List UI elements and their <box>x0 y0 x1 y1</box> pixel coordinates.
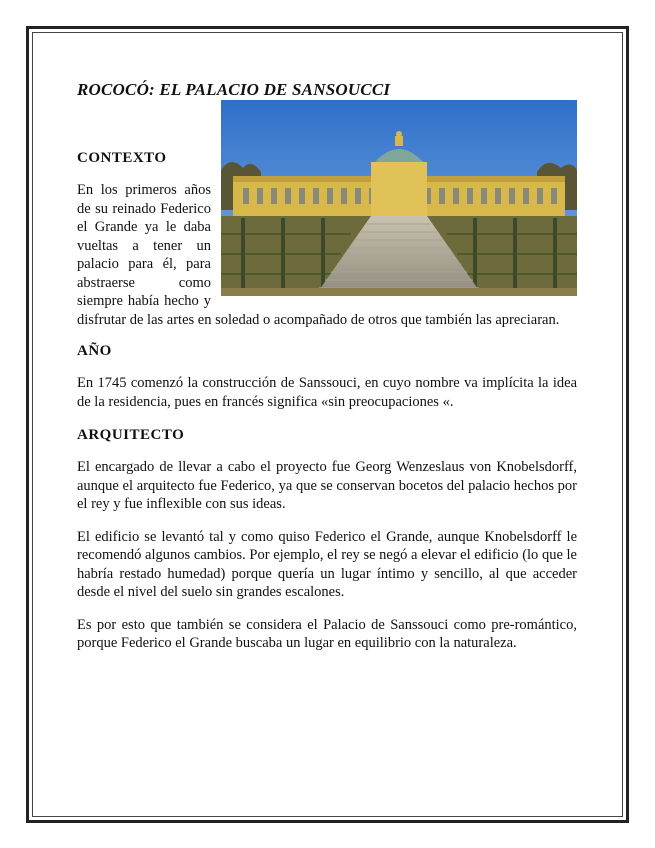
heading-contexto: CONTEXTO <box>77 150 167 166</box>
paragraph-anio: En 1745 comenzó la construcción de Sanssouci, en cuyo nombre va implícita la idea de la residencia, pues en francés significa «sin preocupaciones «. <box>77 375 577 410</box>
document-content <box>77 80 577 653</box>
sanssouci-palace-photo <box>221 100 577 296</box>
paragraph-arquitecto-2: El edificio se levantó tal y como quiso Federico el Grande, aunque Knobelsdorff le recomendó algunos cambios. Por ejemplo, el rey se negó a elevar el edificio (lo que le habría restado humedad) porque quería un lugar íntimo y sencillo, al que acceder desde el nivel del suelo sin grandes escalones. <box>77 528 577 600</box>
paragraph-arquitecto-3: Es por esto que también se considera el Palacio de Sanssouci como pre-romántico, porque Federico el Grande buscaba un lugar en equilibrio con la naturaleza. <box>77 616 577 651</box>
heading-anio: AÑO <box>77 343 112 359</box>
paragraph-contexto: En los primeros años de su reinado Federico el Grande ya le daba vueltas a tener un palacio para él, para abstraerse como siempre había hecho y disfrutar de las artes en soledad o acompañado de otros que también las apreciaran. <box>77 182 560 328</box>
paragraph-arquitecto-1: El encargado de llevar a cabo el proyecto fue Georg Wenzeslaus von Knobelsdorff, aunque el arquitecto fue Federico, ya que se conservan bocetos del palacio hechos por el rey y fue inflexible con sus ideas. <box>77 459 577 512</box>
document-title: ROCOCÓ: EL PALACIO DE SANSOUCCI <box>77 80 391 99</box>
heading-arquitecto: ARQUITECTO <box>77 427 185 443</box>
